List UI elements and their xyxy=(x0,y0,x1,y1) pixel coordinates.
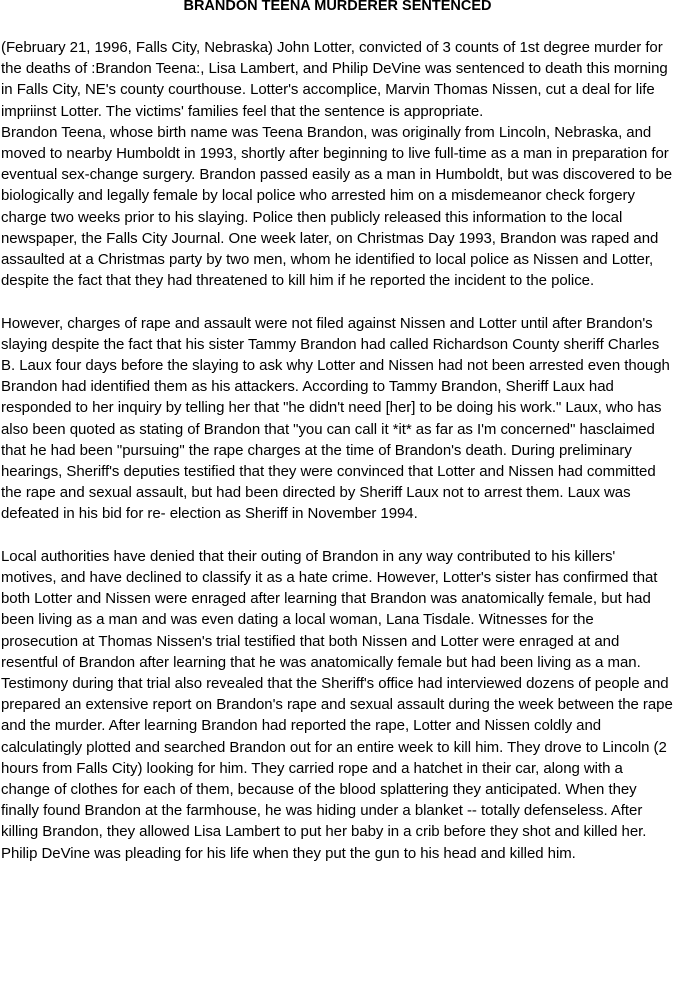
paragraph-spacer xyxy=(1,291,674,312)
paragraph-spacer xyxy=(1,525,674,546)
document-title: BRANDON TEENA MURDERER SENTENCED xyxy=(183,0,492,13)
article-body xyxy=(1,37,674,864)
paragraph-motives: Local authorities have denied that their outing of Brandon in any way contributed to his killers' motives, and have declined to classify it as a hate crime. However, Lotter's sister has confirmed that both Lotter and Nissen were enraged after learning that Brandon was anatomically female, but had been living as a man and was even dating a local woman, Lana Tisdale. Witnesses for the prosecution at Thomas Nissen's trial testified that both Nissen and Lotter were enraged at and resentful of Brandon after learning that he was anatomically female but had been living as a man. Testimony during that trial also revealed that the Sheriff's office had interviewed dozens of people and prepared an extensive report on Brandon's rape and sexual assault during the week between the rape and the murder. After learning Brandon had reported the rape, Lotter and Nissen coldly and calculatingly plotted and searched Brandon out for an entire week to kill him. They drove to Lincoln (2 hours from Falls City) looking for him. They carried rope and a hatchet in their car, along with a change of clothes for each of them, because of the blood splattering they anticipated. When they finally found Brandon at the farmhouse, he was hiding under a blanket -- totally defenseless. After killing Brandon, they allowed Lisa Lambert to put her baby in a crib before they shot and killed her. Philip DeVine was pleading for his life when they put the gun to his head and killed him. xyxy=(1,547,673,862)
paragraph-background: Brandon Teena, whose birth name was Teena Brandon, was originally from Lincoln, Nebraska, and moved to nearby Humboldt in 1993, shortly after beginning to live full-time as a man in preparation for eventual sex-change surgery. Brandon passed easily as a man in Humboldt, but was discovered to be biologically and legally female by local police who arrested him on a misdemeanor check forgery charge two weeks prior to his slaying. Police then publicly released this information to the local newspaper, the Falls City Journal. One week later, on Christmas Day 1993, Brandon was raped and assaulted at a Christmas party by two men, whom he identified to local police as Nissen and Lotter, despite the fact that they had threatened to kill him if he reported the incident to the police. xyxy=(1,123,673,290)
paragraph-charges: However, charges of rape and assault were not filed against Nissen and Lotter until after Brandon's slaying despite the fact that his sister Tammy Brandon had called Richardson County sheriff Charles B. Laux four days before the slaying to ask why Lotter and Nissen had not been arrested even though Brandon had identified them as his attackers. According to Tammy Brandon, Sheriff Laux had responded to her inquiry by telling her that "he didn't need [her] to be doing his work." Laux, who has also been quoted as stating of Brandon that "you can call it *it* as far as I'm concerned" hasclaimed that he had been "pursuing" the rape charges at the time of Brandon's death. During preliminary hearings, Sheriff's deputies testified that they were convinced that Lotter and Nissen had committed the rape and sexual assault, but had been directed by Sheriff Laux not to arrest them. Laux was defeated in his bid for re- election as Sheriff in November 1994. xyxy=(1,314,670,523)
paragraph-lead: (February 21, 1996, Falls City, Nebraska) John Lotter, convicted of 3 counts of 1st degree murder for the deaths of :Brandon Teena:, Lisa Lambert, and Philip DeVine was sentenced to death this morning in Falls City, NE's county courthouse. Lotter's accomplice, Marvin Thomas Nissen, cut a deal for life impriinst Lotter. The victims' families feel that the sentence is appropriate. xyxy=(1,39,668,120)
